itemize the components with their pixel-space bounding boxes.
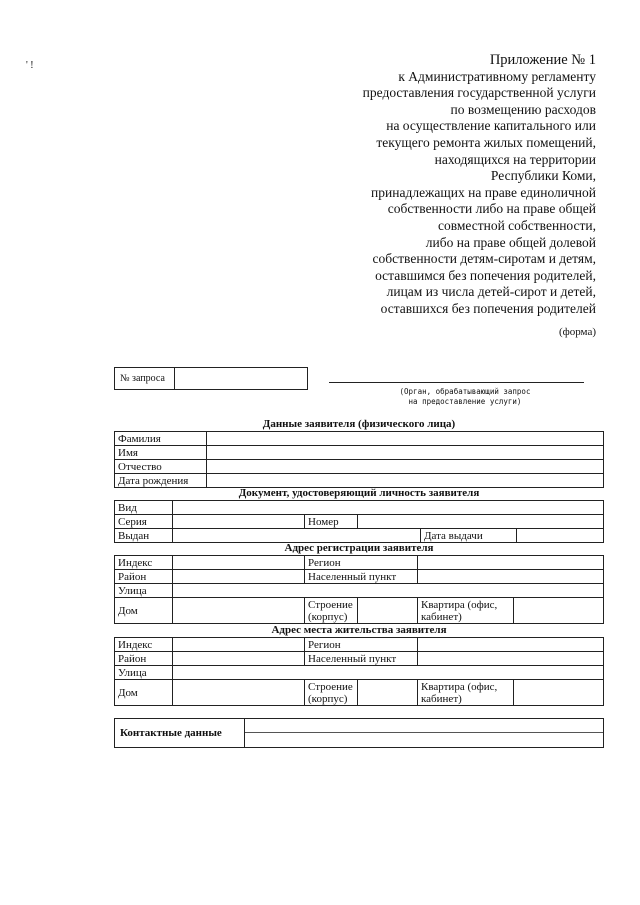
reg-index-field[interactable] <box>173 556 305 570</box>
label-house: Дом <box>115 680 173 706</box>
organ-caption <box>360 387 570 407</box>
number-field[interactable] <box>358 515 604 529</box>
label-issue-date: Дата выдачи <box>421 529 517 543</box>
appendix-line: принадлежащих на праве единоличной <box>371 184 596 200</box>
appendix-header <box>296 52 596 318</box>
appendix-line: находящихся на территории <box>434 151 596 167</box>
patronymic-field[interactable] <box>207 460 604 474</box>
label-region: Регион <box>305 556 418 570</box>
label-district: Район <box>115 570 173 584</box>
live-district-field[interactable] <box>173 652 305 666</box>
label-building-line: Строение <box>308 598 353 611</box>
organ-signature-line[interactable] <box>329 382 584 383</box>
label-region: Регион <box>305 638 418 652</box>
appendix-line: текущего ремонта жилых помещений, <box>376 134 596 150</box>
label-apartment <box>418 598 514 624</box>
appendix-line: оставшихся без попечения родителей <box>380 300 596 316</box>
label-building-line: (корпус) <box>308 610 348 623</box>
request-number-label: № запроса <box>115 368 175 389</box>
label-locality: Населенный пункт <box>305 652 418 666</box>
label-number: Номер <box>305 515 358 529</box>
margin-mark: ' ! <box>26 60 34 71</box>
identity-table <box>114 500 604 543</box>
label-patronymic: Отчество <box>115 460 207 474</box>
reg-locality-field[interactable] <box>418 570 604 584</box>
doc-type-field[interactable] <box>173 501 604 515</box>
label-building-line: Строение <box>308 680 353 693</box>
live-region-field[interactable] <box>418 638 604 652</box>
reg-street-field[interactable] <box>173 584 604 598</box>
label-street: Улица <box>115 666 173 680</box>
label-street: Улица <box>115 584 173 598</box>
reg-district-field[interactable] <box>173 570 305 584</box>
contacts-box <box>114 718 604 748</box>
label-locality: Населенный пункт <box>305 570 418 584</box>
appendix-line: Республики Коми, <box>490 168 596 184</box>
appendix-line: либо на праве общей долевой <box>425 234 596 250</box>
surname-field[interactable] <box>207 432 604 446</box>
appendix-line: по возмещению расходов <box>450 101 596 117</box>
request-number-field[interactable] <box>176 368 307 389</box>
label-index: Индекс <box>115 638 173 652</box>
label-apartment-line: Квартира (офис, <box>421 598 498 611</box>
issue-date-field[interactable] <box>517 529 604 543</box>
appendix-line: собственности детям-сиротам и детям, <box>372 251 596 267</box>
label-apartment-line: кабинет) <box>421 692 462 705</box>
label-series: Серия <box>115 515 173 529</box>
label-index: Индекс <box>115 556 173 570</box>
live-address-table <box>114 637 604 706</box>
live-locality-field[interactable] <box>418 652 604 666</box>
reg-house-field[interactable] <box>173 598 305 624</box>
organ-caption-line: на предоставление услуги) <box>408 397 522 406</box>
appendix-line: собственности либо на праве общей <box>387 201 596 217</box>
reg-address-section-title: Адрес регистрации заявителя <box>284 542 434 554</box>
appendix-line: на осуществление капитального или <box>386 118 596 134</box>
appendix-line: предоставления государственной услуги <box>362 85 596 101</box>
organ-caption-line: (Орган, обрабатывающий запрос <box>399 387 531 396</box>
label-building <box>305 680 358 706</box>
form-label: (форма) <box>558 326 596 338</box>
appendix-title: Приложение № 1 <box>489 52 596 68</box>
applicant-table <box>114 431 604 488</box>
live-building-field[interactable] <box>358 680 418 706</box>
label-issued: Выдан <box>115 529 173 543</box>
reg-region-field[interactable] <box>418 556 604 570</box>
contacts-field[interactable] <box>246 719 603 747</box>
reg-apartment-field[interactable] <box>514 598 604 624</box>
request-number-box <box>114 367 308 390</box>
live-apartment-field[interactable] <box>514 680 604 706</box>
appendix-line: оставшимся без попечения родителей, <box>375 267 596 283</box>
label-doc-type: Вид <box>115 501 173 515</box>
contacts-divider <box>245 732 603 733</box>
appendix-line: к Административному регламенту <box>398 68 596 84</box>
label-surname: Фамилия <box>115 432 207 446</box>
birth-date-field[interactable] <box>207 474 604 488</box>
reg-address-table <box>114 555 604 624</box>
label-name: Имя <box>115 446 207 460</box>
live-house-field[interactable] <box>173 680 305 706</box>
label-building <box>305 598 358 624</box>
label-apartment-line: кабинет) <box>421 610 462 623</box>
label-apartment-line: Квартира (офис, <box>421 680 498 693</box>
live-index-field[interactable] <box>173 638 305 652</box>
live-street-field[interactable] <box>173 666 604 680</box>
issued-field[interactable] <box>173 529 421 543</box>
label-apartment <box>418 680 514 706</box>
live-address-section-title: Адрес места жительства заявителя <box>271 624 447 636</box>
contacts-label: Контактные данные <box>115 719 245 747</box>
label-district: Район <box>115 652 173 666</box>
identity-section-title: Документ, удостоверяющий личность заявителя <box>238 487 480 499</box>
series-field[interactable] <box>173 515 305 529</box>
appendix-line: совместной собственности, <box>437 217 596 233</box>
name-field[interactable] <box>207 446 604 460</box>
reg-building-field[interactable] <box>358 598 418 624</box>
label-house: Дом <box>115 598 173 624</box>
label-birth-date: Дата рождения <box>115 474 207 488</box>
appendix-line: лицам из числа детей-сирот и детей, <box>386 284 596 300</box>
applicant-section-title: Данные заявителя (физического лица) <box>262 418 456 430</box>
label-building-line: (корпус) <box>308 692 348 705</box>
